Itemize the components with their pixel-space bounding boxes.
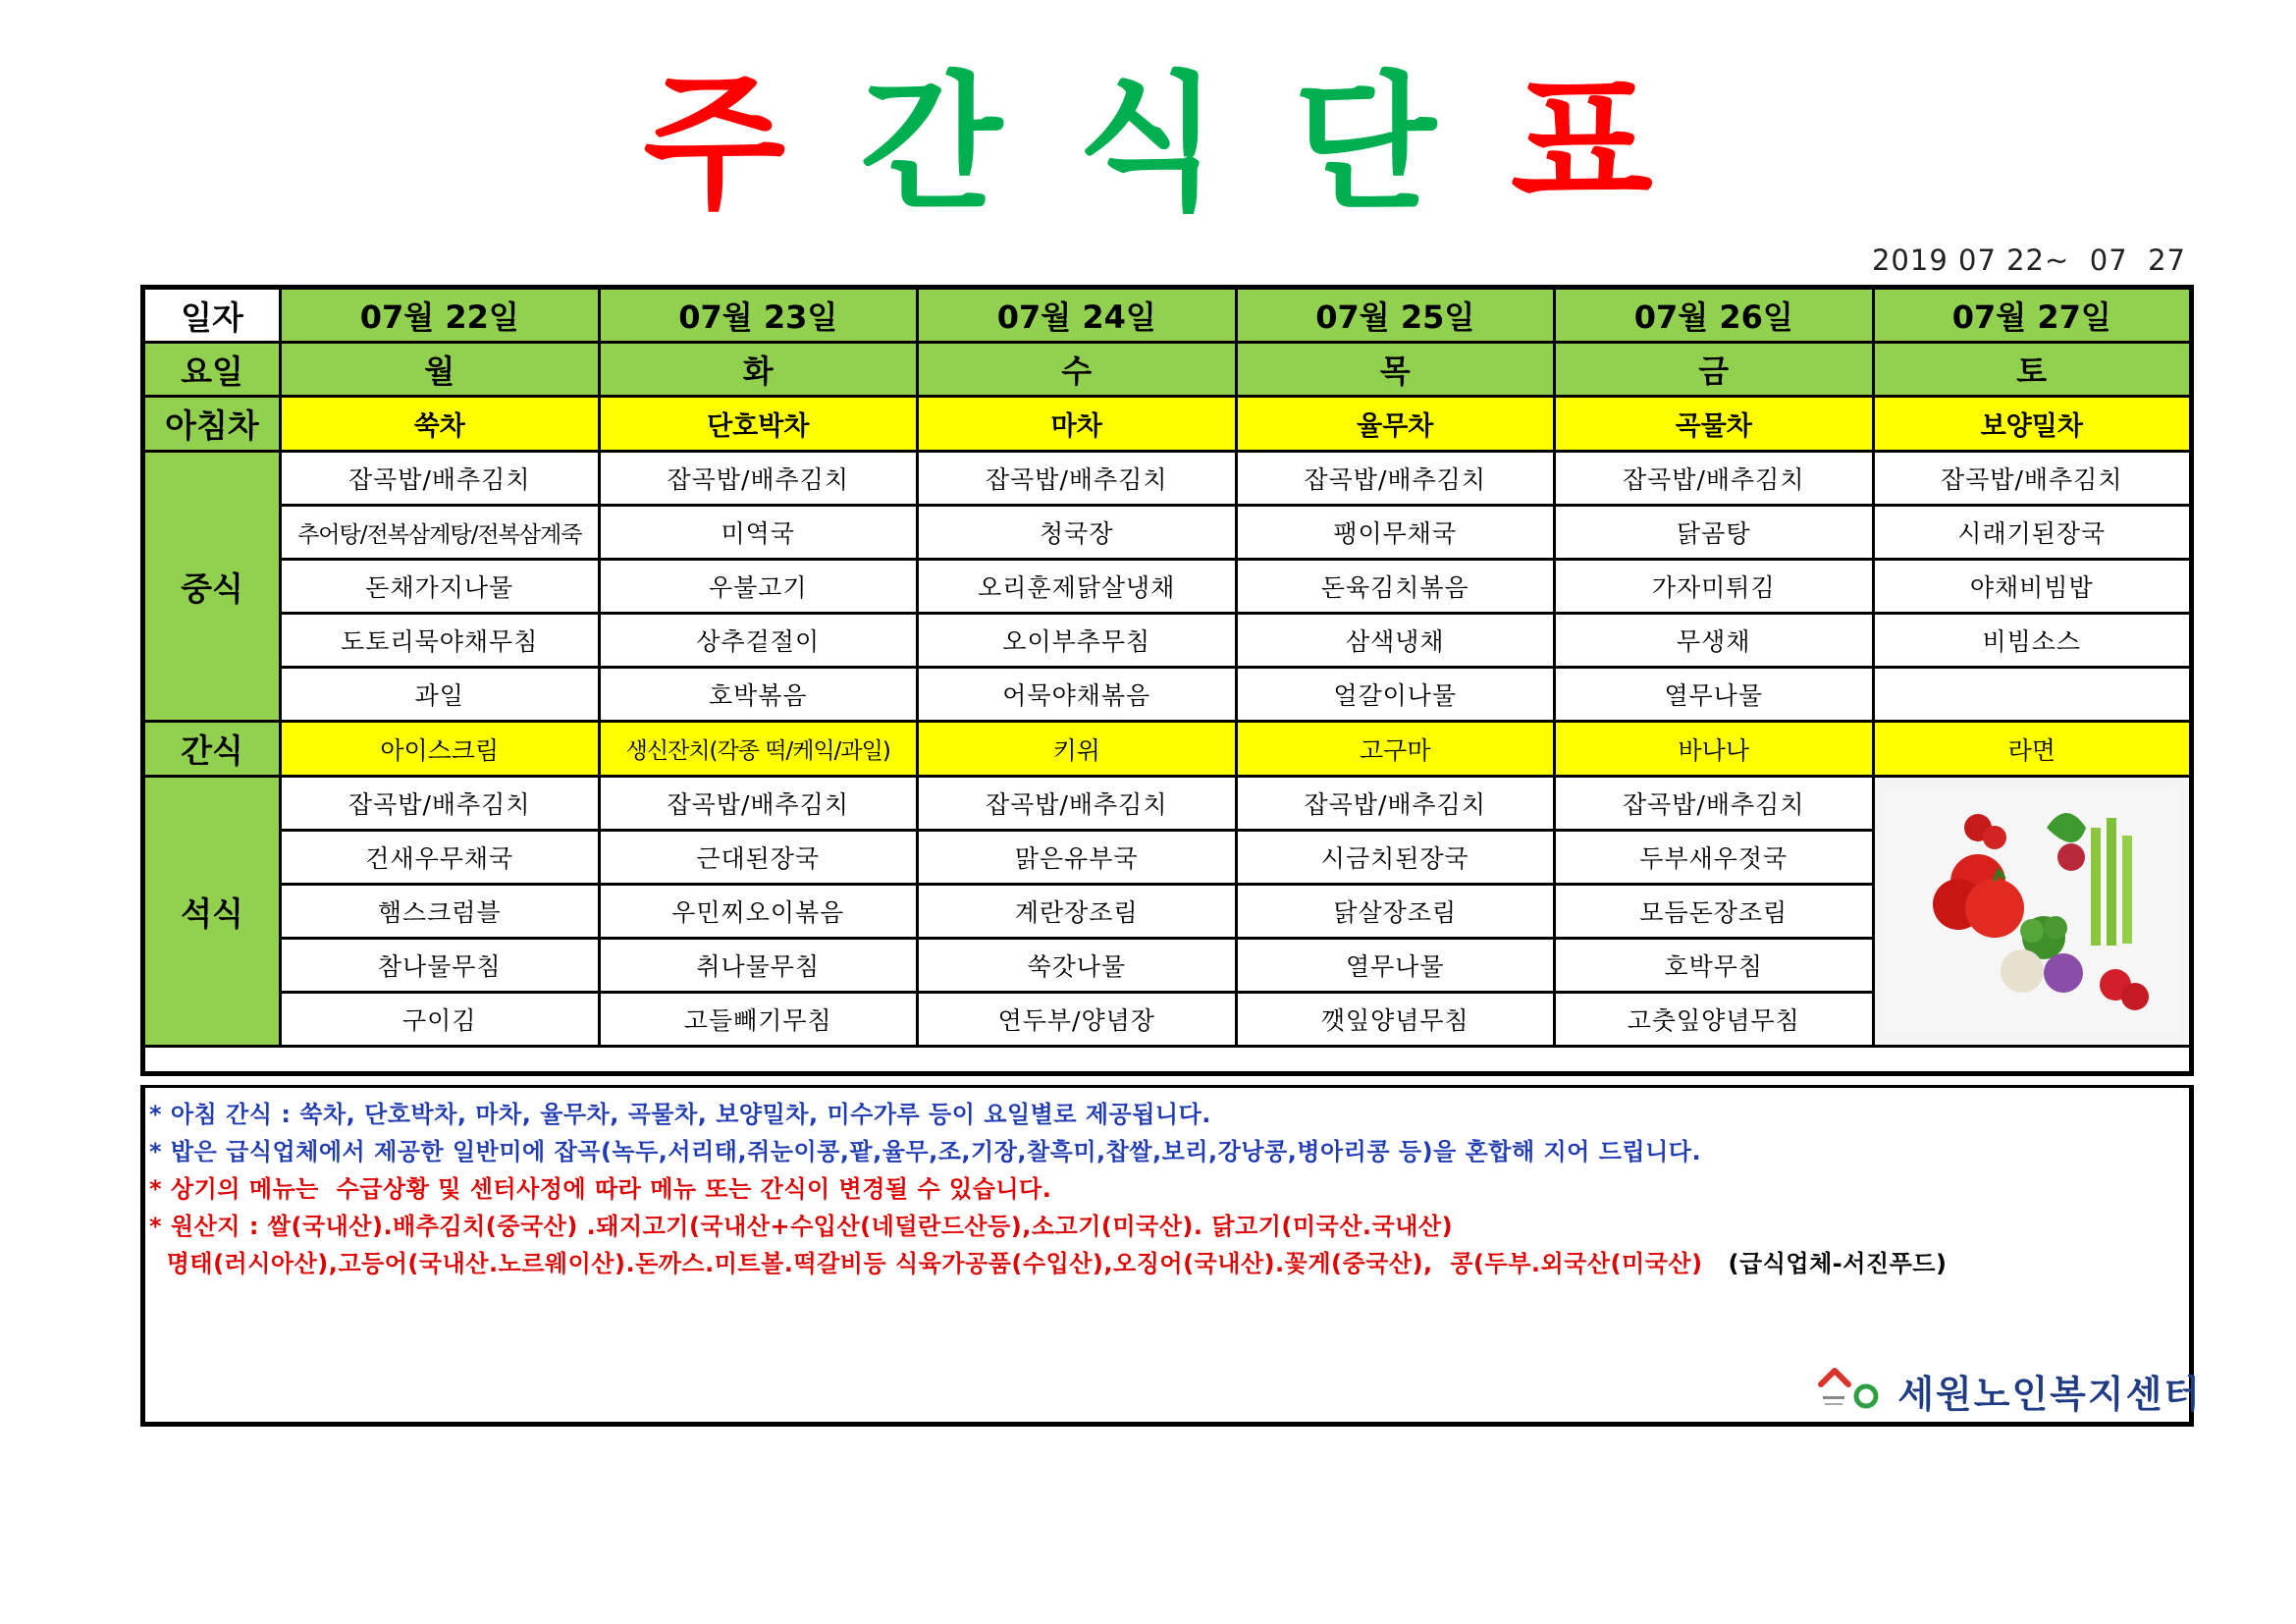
lunch-item: 돈채가지나물	[281, 560, 600, 614]
breakfast-tea-label: 아침차	[143, 397, 281, 452]
note-text: * 상기의 메뉴는 수급상황 및 센터사정에 따라 메뉴 또는 간식이 변경될 수 있습니다.	[149, 1175, 1052, 1203]
snack-cell: 라면	[1873, 722, 2192, 777]
title-char: 주	[643, 59, 786, 230]
snack-row	[143, 722, 2192, 777]
lunch-item: 돈육김치볶음	[1236, 560, 1555, 614]
dinner-label: 석식	[143, 777, 281, 1047]
dinner-item: 쑥갓나물	[918, 939, 1237, 993]
dinner-item: 잡곡밥/배추김치	[599, 777, 918, 831]
vegetable-illustration	[1873, 777, 2192, 1047]
note-text: * 원산지 : 쌀(국내산).배추김치(중국산) .돼지고기(국내산+수입산(네덜란드산등),소고기(미국산). 닭고기(미국산.국내산)	[149, 1213, 1454, 1240]
dinner-item: 건새우무채국	[281, 831, 600, 885]
dinner-item: 참나물무침	[281, 939, 600, 993]
lunch-item: 삼색냉채	[1236, 614, 1555, 668]
vegetable-illustration-icon	[1885, 788, 2179, 1034]
house-circle-logo-icon	[1817, 1363, 1880, 1418]
date-cell: 07월 22일	[281, 288, 600, 343]
lunch-item: 우불고기	[599, 560, 918, 614]
weekday-cell: 수	[918, 343, 1237, 397]
dinner-row	[143, 777, 2192, 831]
snack-cell: 바나나	[1555, 722, 1874, 777]
lunch-item: 무생채	[1555, 614, 1874, 668]
lunch-item: 도토리묵야채무침	[281, 614, 600, 668]
snack-cell: 고구마	[1236, 722, 1555, 777]
dinner-item: 고들빼기무침	[599, 993, 918, 1047]
weekday-cell: 월	[281, 343, 600, 397]
lunch-item: 미역국	[599, 506, 918, 560]
dinner-item: 계란장조림	[918, 885, 1237, 939]
lunch-item: 잡곡밥/배추김치	[1555, 452, 1874, 506]
lunch-item: 오이부추무침	[918, 614, 1237, 668]
dinner-item: 두부새우젓국	[1555, 831, 1874, 885]
lunch-label: 중식	[143, 452, 281, 722]
dinner-item: 햄스크럼블	[281, 885, 600, 939]
snack-cell: 키위	[918, 722, 1237, 777]
snack-cell: 아이스크림	[281, 722, 600, 777]
lunch-item: 잡곡밥/배추김치	[599, 452, 918, 506]
lunch-item: 닭곰탕	[1555, 506, 1874, 560]
lunch-item: 과일	[281, 668, 600, 722]
dinner-item: 시금치된장국	[1236, 831, 1555, 885]
lunch-item: 가자미튀김	[1555, 560, 1874, 614]
note-line	[149, 1245, 2181, 1282]
spacer-cell	[143, 1047, 2192, 1074]
dinner-item: 잡곡밥/배추김치	[1236, 777, 1555, 831]
lunch-item: 추어탕/전복삼계탕/전복삼계죽	[281, 506, 600, 560]
dinner-item: 근대된장국	[599, 831, 918, 885]
dinner-item: 맑은유부국	[918, 831, 1237, 885]
lunch-item: 어묵야채볶음	[918, 668, 1237, 722]
dinner-item: 우민찌오이볶음	[599, 885, 918, 939]
breakfast-tea-row	[143, 397, 2192, 452]
tea-cell: 단호박차	[599, 397, 918, 452]
lunch-item: 잡곡밥/배추김치	[281, 452, 600, 506]
tea-cell: 마차	[918, 397, 1237, 452]
note-line	[149, 1133, 2181, 1170]
title-char: 간	[860, 59, 1003, 230]
dinner-item: 구이김	[281, 993, 600, 1047]
date-cell: 07월 27일	[1873, 288, 2192, 343]
page-title	[0, 59, 2296, 230]
tea-cell: 쑥차	[281, 397, 600, 452]
lunch-row	[143, 668, 2192, 722]
weekly-menu-table	[140, 285, 2194, 1076]
snack-cell: 생신잔치(각종 떡/케익/과일)	[599, 722, 918, 777]
lunch-item: 열무나물	[1555, 668, 1874, 722]
date-range: 2019 07 22~ 07 27	[1871, 244, 2186, 277]
lunch-item: 얼갈이나물	[1236, 668, 1555, 722]
snack-label: 간식	[143, 722, 281, 777]
dinner-item: 잡곡밥/배추김치	[1555, 777, 1874, 831]
lunch-item: 청국장	[918, 506, 1237, 560]
note-line	[149, 1096, 2181, 1133]
weekday-cell: 목	[1236, 343, 1555, 397]
tea-cell: 보양밀차	[1873, 397, 2192, 452]
dinner-item: 취나물무침	[599, 939, 918, 993]
date-cell: 07월 23일	[599, 288, 918, 343]
organization-name: 세원노인복지센터	[1897, 1372, 2202, 1416]
spacer-row	[143, 1047, 2192, 1074]
title-char: 표	[1510, 59, 1653, 230]
note-text: * 밥은 급식업체에서 제공한 일반미에 잡곡(녹두,서리태,쥐눈이콩,팥,율무,조,기장,찰흑미,찹쌀,보리,강낭콩,병아리콩 등)을 혼합해 지어 드립니다.	[149, 1138, 1702, 1165]
date-cell: 07월 24일	[918, 288, 1237, 343]
lunch-row	[143, 452, 2192, 506]
weekday-label: 요일	[143, 343, 281, 397]
dinner-item: 열무나물	[1236, 939, 1555, 993]
date-cell: 07월 26일	[1555, 288, 1874, 343]
lunch-item: 팽이무채국	[1236, 506, 1555, 560]
lunch-item	[1873, 668, 2192, 722]
lunch-row	[143, 560, 2192, 614]
lunch-item: 호박볶음	[599, 668, 918, 722]
weekday-cell: 화	[599, 343, 918, 397]
dinner-item: 깻잎양념무침	[1236, 993, 1555, 1047]
note-supplier: (급식업체-서진푸드)	[1728, 1250, 1948, 1277]
tea-cell: 율무차	[1236, 397, 1555, 452]
weekday-cell: 토	[1873, 343, 2192, 397]
dinner-item: 잡곡밥/배추김치	[281, 777, 600, 831]
lunch-item: 비빔소스	[1873, 614, 2192, 668]
note-line	[149, 1208, 2181, 1245]
date-label: 일자	[143, 288, 281, 343]
lunch-row	[143, 506, 2192, 560]
weekday-cell: 금	[1555, 343, 1874, 397]
organization-footer	[1817, 1363, 2202, 1418]
dinner-item: 잡곡밥/배추김치	[918, 777, 1237, 831]
lunch-item: 잡곡밥/배추김치	[1873, 452, 2192, 506]
title-char: 식	[1077, 59, 1219, 230]
title-char: 단	[1293, 59, 1436, 230]
lunch-row	[143, 614, 2192, 668]
tea-cell: 곡물차	[1555, 397, 1874, 452]
lunch-item: 잡곡밥/배추김치	[918, 452, 1237, 506]
lunch-item: 시래기된장국	[1873, 506, 2192, 560]
dinner-item: 모듬돈장조림	[1555, 885, 1874, 939]
dinner-item: 호박무침	[1555, 939, 1874, 993]
date-row	[143, 288, 2192, 343]
note-text: * 아침 간식 : 쑥차, 단호박차, 마차, 율무차, 곡물차, 보양밀차, 미수가루 등이 요일별로 제공됩니다.	[149, 1101, 1211, 1128]
dinner-item: 고춧잎양념무침	[1555, 993, 1874, 1047]
note-text: 명태(러시아산),고등어(국내산.노르웨이산).돈까스.미트볼.떡갈비등 식육가공품(수입산),오징어(국내산).꽃게(중국산), 콩(두부.외국산(미국산)	[149, 1250, 1703, 1277]
lunch-item: 야채비빔밥	[1873, 560, 2192, 614]
weekday-row	[143, 343, 2192, 397]
lunch-item: 상추겉절이	[599, 614, 918, 668]
dinner-item: 닭살장조림	[1236, 885, 1555, 939]
lunch-item: 오리훈제닭살냉채	[918, 560, 1237, 614]
lunch-item: 잡곡밥/배추김치	[1236, 452, 1555, 506]
date-cell: 07월 25일	[1236, 288, 1555, 343]
note-line	[149, 1170, 2181, 1208]
dinner-item: 연두부/양념장	[918, 993, 1237, 1047]
